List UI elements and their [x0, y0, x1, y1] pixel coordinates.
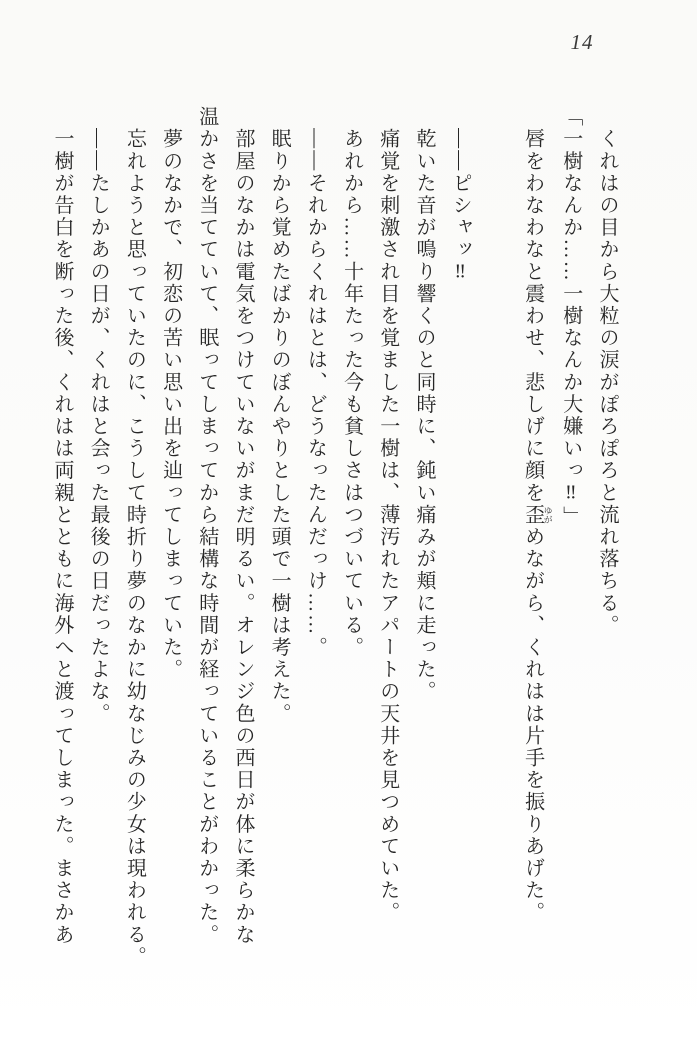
text-column: ——それからくれはとは、どうなったんだっけ……。 [304, 106, 327, 659]
text-column-with-furigana [514, 106, 552, 958]
vertical-text-block [44, 106, 625, 968]
ruby-text: ゆが [542, 503, 553, 526]
ruby-annotation [521, 503, 553, 526]
text-column: 乾いた音が鳴り響くのと同時に、鈍い痛みが頬に走った。 [412, 106, 435, 703]
text-column: 眠りから覚めたばかりのぼんやりとした頭で一樹は考えた。 [268, 106, 291, 725]
text-column: 「一樹なんか……一樹なんか大嫌いっ‼」 [559, 106, 582, 528]
text-column: くれはの目から大粒の涙がぽろぽろと流れ落ちる。 [596, 106, 618, 637]
text-segment: めながら、くれはは片手を振りあげた。 [521, 525, 544, 924]
text-segment: 唇をわなわなと震わせ、悲しげに顔を [521, 106, 544, 504]
text-column: ——たしかあの日が、くれはと会った最後の日だったよな。 [87, 106, 110, 725]
text-column: 温かさを当てていて、眠ってしまってから結構な時間が経っていることがわかった。 [195, 106, 218, 946]
text-column: 一樹が告白を断った後、くれはは両親とともに海外へと渡ってしまった。まさかあ [50, 106, 73, 946]
text-column: 痛覚を刺激され目を覚ました一樹は、薄汚れたアパートの天井を見つめていた。 [376, 106, 399, 924]
ruby-base: 歪 [521, 503, 544, 526]
blank-column [478, 106, 514, 958]
text-column: 忘れようと思っていたのに、こうして時折り夢のなかに幼なじみの少女は現われる。 [123, 106, 146, 968]
text-column: 夢のなかで、初恋の苦い思い出を辿ってしまっていた。 [159, 106, 182, 681]
text-column: ——ピシャッ‼ [449, 106, 472, 285]
text-column: あれから……十年たった今も貧しさはつづいている。 [340, 106, 363, 659]
text-column: 部屋のなかは電気をつけていないがまだ明るい。オレンジ色の西日が体に柔らかな [231, 106, 254, 946]
page-number: 14 [570, 30, 594, 54]
